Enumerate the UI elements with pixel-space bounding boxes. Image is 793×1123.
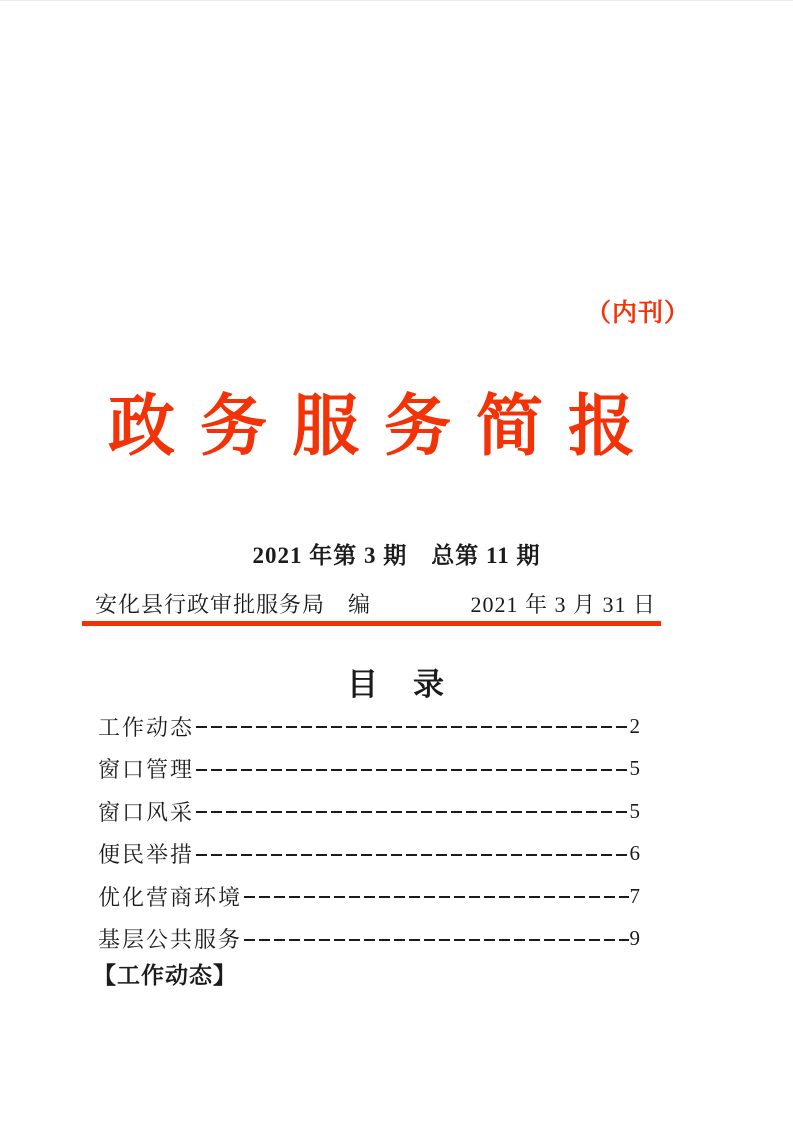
toc-leader-dashes — [196, 811, 628, 813]
toc-leader-dashes — [196, 854, 628, 856]
toc-leader-dashes — [244, 896, 628, 898]
toc-entry — [80, 918, 640, 961]
toc-entry-label: 窗口管理 — [98, 757, 195, 783]
toc-entry — [80, 833, 640, 876]
toc-entry-label: 便民举措 — [98, 842, 195, 868]
publication-date: 2021 年 3 月 31 日 — [470, 592, 656, 617]
toc-entry — [80, 705, 640, 748]
toc-entry — [80, 790, 640, 833]
toc-entry — [80, 748, 640, 791]
toc-leader-dashes — [196, 769, 628, 771]
toc-entry-label: 基层公共服务 — [98, 927, 243, 953]
toc-leader-dashes — [196, 726, 628, 728]
divider-rule — [82, 621, 661, 626]
toc-entry — [80, 875, 640, 918]
issue-line: 2021 年第 3 期 总第 11 期 — [252, 543, 541, 568]
toc-heading: 目 录 — [347, 667, 446, 702]
section-header: 【工作动态】 — [93, 962, 237, 988]
toc-entry-label: 工作动态 — [98, 714, 195, 740]
toc-entry-label: 优化营商环境 — [98, 884, 243, 910]
toc-entry-page: 9 — [629, 926, 640, 951]
toc-entry-page: 5 — [629, 756, 640, 781]
toc-entry-label: 窗口风采 — [98, 799, 195, 825]
publisher-name: 安化县行政审批服务局 编 — [95, 592, 372, 617]
toc-entry-page: 5 — [629, 798, 640, 823]
toc-entry-page: 7 — [629, 883, 640, 908]
toc-entry-page: 2 — [629, 713, 640, 738]
toc-leader-dashes — [244, 939, 628, 941]
publisher-row — [82, 588, 661, 619]
toc-list — [80, 705, 640, 960]
page-title: 政务服务简报 — [108, 390, 660, 464]
toc-entry-page: 6 — [629, 841, 640, 866]
internal-publication-label: （内刊） — [586, 300, 691, 327]
